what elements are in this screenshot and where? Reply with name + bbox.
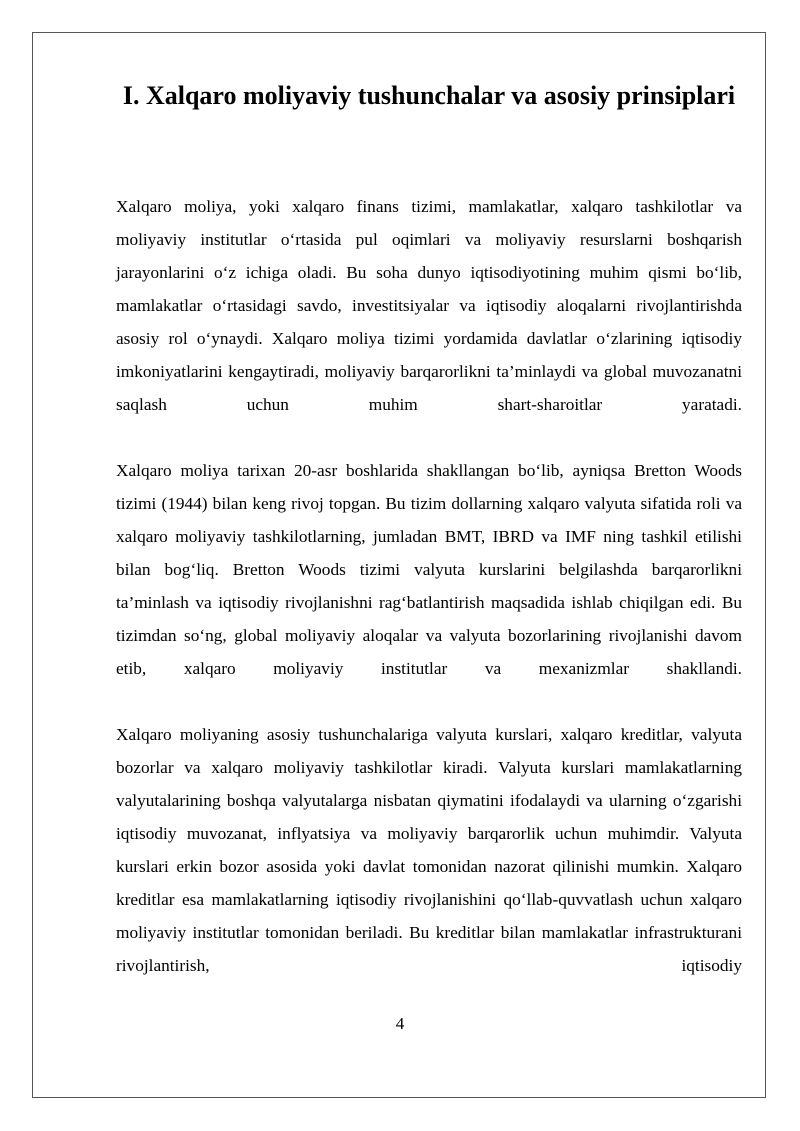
paragraph-1: Xalqaro moliya, yoki xalqaro finans tizimi, mamlakatlar, xalqaro tashkilotlar va moliyaviy institutlar o‘rtasida pul oqimlari va moliyaviy resurslarni boshqarish jarayonlarini o‘z ichiga oladi. Bu soha dunyo iqtisodiyotining muhim qismi bo‘lib, mamlakatlar o‘rtasidagi savdo, investitsiyalar va iqtisodiy aloqalarni rivojlantirishda asosiy rol o‘ynaydi. Xalqaro moliya tizimi yordamida davlatlar o‘zlarining iqtisodiy imkoniyatlarini kengaytiradi, moliyaviy barqarorlikni ta’minlaydi va global muvozanatni saqlash uchun muhim shart-sharoitlar yaratadi. bbox=[116, 197, 742, 414]
paragraph-2: Xalqaro moliya tarixan 20-asr boshlarida shakllangan bo‘lib, ayniqsa Bretton Woods tizimi (1944) bilan keng rivoj topgan. Bu tizim dollarning xalqaro valyuta sifatida roli va xalqaro moliyaviy tashkilotlarning, jumladan BMT, IBRD va IMF ning tashkil etilishi bilan bog‘liq. Bretton Woods tizimi valyuta kurslarini belgilashda barqarorlikni ta’minlash va iqtisodiy rivojlanishni rag‘batlantirish maqsadida ishlab chiqilgan edi. Bu tizimdan so‘ng, global moliyaviy aloqalar va valyuta bozorlarining rivojlanishi davom etib, xalqaro moliyaviy institutlar va mexanizmlar shakllandi. bbox=[116, 461, 742, 678]
paragraph-3: Xalqaro moliyaning asosiy tushunchalariga valyuta kurslari, xalqaro kreditlar, valyuta bozorlar va xalqaro moliyaviy tashkilotlar kiradi. Valyuta kurslari mamlakatlarning valyutalarining boshqa valyutalarga nisbatan qiymatini ifodalaydi va ularning o‘zgarishi iqtisodiy muvozanat, inflyatsiya va moliyaviy barqarorlik uchun muhimdir. Valyuta kurslari erkin bozor asosida yoki davlat tomonidan nazorat qilinishi mumkin. Xalqaro kreditlar esa mamlakatlarning iqtisodiy rivojlanishini qo‘llab-quvvatlash uchun xalqaro moliyaviy institutlar tomonidan beriladi. Bu kreditlar bilan mamlakatlar infrastrukturani rivojlantirish, iqtisodiy bbox=[116, 725, 742, 975]
section-title: I. Xalqaro moliyaviy tushunchalar va asosiy prinsiplari bbox=[122, 81, 736, 110]
page-number: 4 bbox=[395, 1014, 405, 1033]
document-body bbox=[116, 190, 742, 1015]
